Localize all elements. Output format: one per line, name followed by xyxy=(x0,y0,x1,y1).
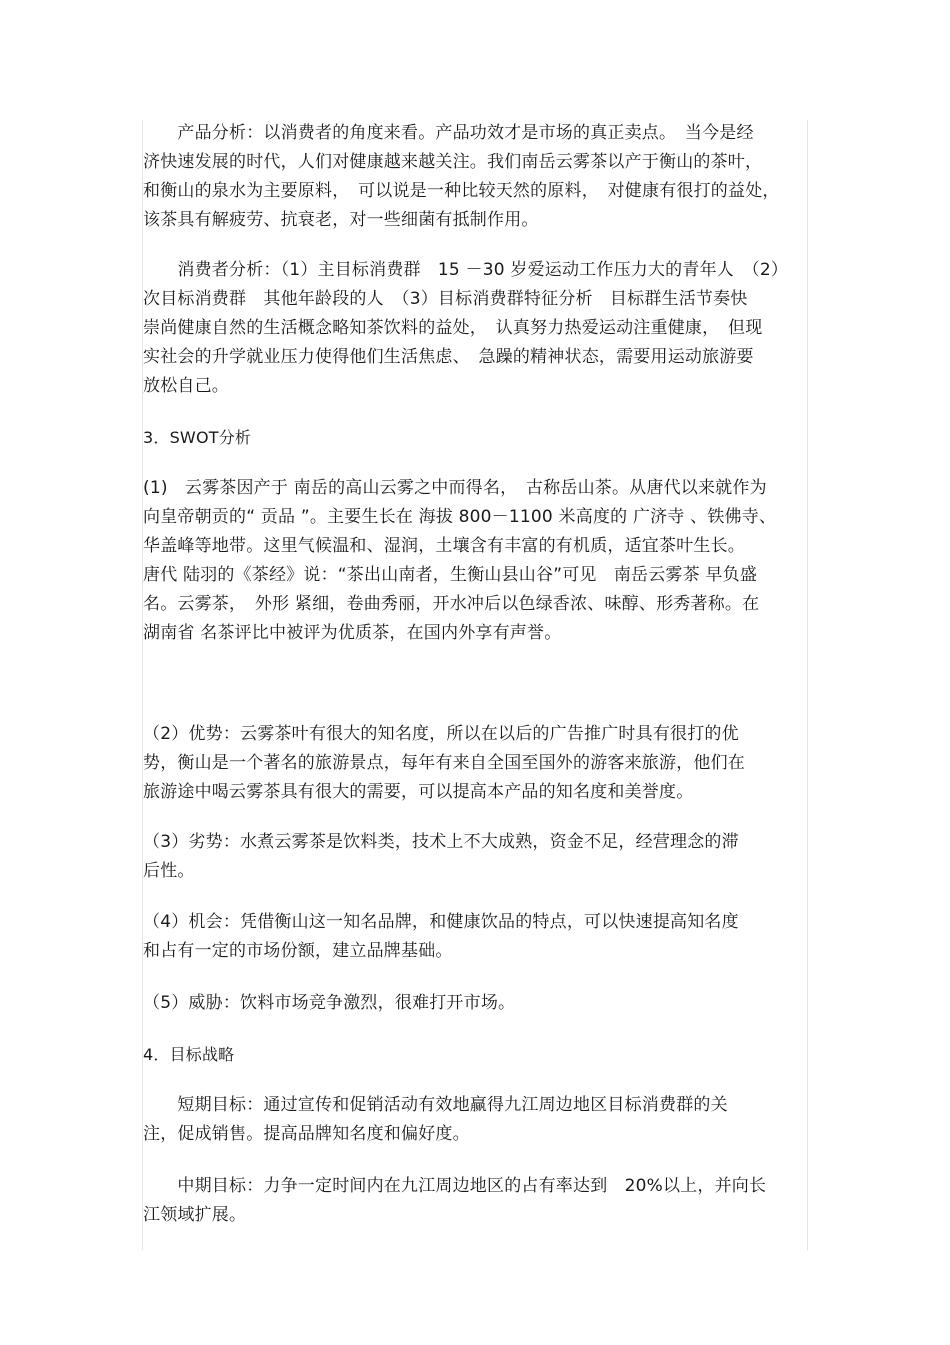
text-line: 短期目标：通过宣传和促销活动有效地赢得九江周边地区目标消费群的关 xyxy=(143,1095,728,1115)
text-line: 该茶具有解疲劳、抗衰老，对一些细菌有抵制作用。 xyxy=(143,210,539,230)
text-line: 消费者分析：（1）主目标消费群 15 －30 岁爱运动工作压力大的青年人 （2） xyxy=(143,260,789,280)
text-line: 产品分析：以消费者的角度来看。产品功效才是市场的真正卖点。 当今是经 xyxy=(143,123,754,143)
text-line: 和衡山的泉水为主要原料， 可以说是一种比较天然的原料， 对健康有很打的益处， xyxy=(143,181,780,201)
swot-threats xyxy=(143,989,515,1018)
text-line: 注，促成销售。提高品牌知名度和偏好度。 xyxy=(143,1124,470,1144)
text-line: 中期目标：力争一定时间内在九江周边地区的占有率达到 20%以上，并向长 xyxy=(143,1176,767,1196)
text-line: （2）优势：云雾茶叶有很大的知名度，所以在以后的广告推广时具有很打的优 xyxy=(143,724,739,744)
text-line: 向皇帝朝贡的“ 贡品 ”。主要生长在 海拔 800－1100 米高度的 广济寺 、铁佛寺、 xyxy=(143,507,777,527)
text-line: (1) 云雾茶因产于 南岳的高山云雾之中而得名， 古称岳山茶。从唐代以来就作为 xyxy=(143,478,767,498)
text-line: 势，衡山是一个著名的旅游景点，每年有来自全国至国外的游客来旅游，他们在 xyxy=(143,753,745,773)
swot-item-1 xyxy=(143,474,776,648)
section-title: 3．SWOT分析 xyxy=(143,428,252,447)
text-line: 唐代 陆羽的《茶经》说：“茶出山南者，生衡山县山谷”可见 南岳云雾茶 早负盛 xyxy=(143,565,758,585)
text-line: 次目标消费群 其他年龄段的人 （3）目标消费群特征分析 目标群生活节奏快 xyxy=(143,289,748,309)
swot-strengths xyxy=(143,720,745,807)
text-line: 和占有一定的市场份额，建立品牌基础。 xyxy=(143,941,453,961)
short-term-goal xyxy=(143,1091,728,1149)
text-line: （3）劣势：水煮云雾茶是饮料类，技术上不大成熟，资金不足，经营理念的滞 xyxy=(143,832,739,852)
text-line: 江领域扩展。 xyxy=(143,1205,247,1225)
swot-opportunities xyxy=(143,908,739,966)
section-title: 4．目标战略 xyxy=(143,1045,235,1064)
goal-heading xyxy=(143,1040,234,1069)
text-line: （5）威胁：饮料市场竞争激烈，很难打开市场。 xyxy=(143,993,516,1013)
product-analysis-paragraph xyxy=(143,119,780,235)
text-line: 实社会的升学就业压力使得他们生活焦虑、 急躁的精神状态，需要用运动旅游要 xyxy=(143,347,754,367)
text-line: 放松自己。 xyxy=(143,376,229,396)
text-line: 后性。 xyxy=(143,861,195,881)
swot-heading xyxy=(143,423,251,452)
mid-term-goal xyxy=(143,1172,766,1230)
text-line: 旅游途中喝云雾茶具有很大的需要，可以提高本产品的知名度和美誉度。 xyxy=(143,782,694,802)
text-line: 湖南省 名茶评比中被评为优质茶，在国内外享有声誉。 xyxy=(143,623,562,643)
text-line: （4）机会：凭借衡山这一知名品牌，和健康饮品的特点，可以快速提高知名度 xyxy=(143,912,739,932)
swot-weaknesses xyxy=(143,828,739,886)
text-line: 华盖峰等地带。这里气候温和、湿润，土壤含有丰富的有机质，适宜茶叶生长。 xyxy=(143,536,745,556)
text-line: 济快速发展的时代，人们对健康越来越关注。我们南岳云雾茶以产于衡山的茶叶， xyxy=(143,152,763,172)
consumer-analysis-paragraph xyxy=(143,256,788,401)
text-line: 名。云雾茶， 外形 紧细，卷曲秀丽，开水冲后以色绿香浓、味醇、形秀著称。在 xyxy=(143,594,760,614)
text-line: 崇尚健康自然的生活概念略知茶饮料的益处， 认真努力热爱运动注重健康， 但现 xyxy=(143,318,763,338)
